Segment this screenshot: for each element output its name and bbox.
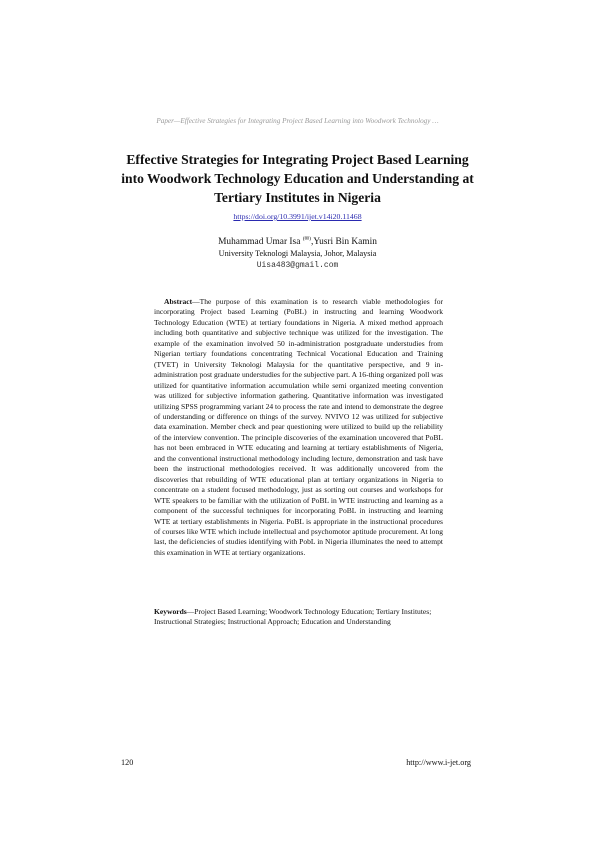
corresponding-author-icon: (✉) xyxy=(302,236,311,242)
keywords-text: —Project Based Learning; Woodwork Technology Education; Tertiary Institutes; Instructional Strategies; Instructional Approach; Education and Understanding xyxy=(154,607,432,627)
author-affiliation: University Teknologi Malaysia, Johor, Malaysia xyxy=(218,249,377,258)
keywords-label: Keywords xyxy=(154,607,187,616)
abstract-text: —The purpose of this examination is to research viable methodologies for incorporating Project based Learning (PoBL) in instructing and learning Woodwork Technology Education (WTE) at tertiary foundations in Nigeria. A mixed method approach including both quantitative and subjective technique was utilized for the investigation. The example of the examination involved 50 in-administration postgraduate understudies from Nigerian tertiary foundations concentrating Technical Vocational Education and Training (TVET) in University Teknologi Malaysia for the quantitative perspective, and 9 in-administration post graduate understudies for the subjective part. A 16-thing organized poll was utilized for quantitative information accumulation while semi organized meeting convention was utilized for subjective information gathering. Quantitative information was investigated utilizing SPSS programming variant 24 to process the rate and intend to demonstrate the degree of understanding or difference on things of the survey. NVIVO 12 was utilized for subjective data examination. Member check and pear questioning were utilized to build up the reliability of the interview convention. The principle discoveries of the examination uncovered that PoBL has not been embraced in WTE educating and learning at tertiary establishments of Nigeria, and the conventional instructional methodology including lecture, demonstration and task have been the instructional methodologies received. It was additionally uncovered from the discoveries that rebuilding of WTE educational plan at tertiary organizations in Nigeria to concentrate on a student focused methodology, just as sorting out courses and workshops for WTE speakers to be familiar with the utilization of PoBL in WTE instructing and learning as a component of the successful techniques for incorporating PoBL in instructing and learning WTE at tertiary establishments in Nigeria. PoBL is appropriate in the instructional procedures of courses like WTE which include intellectual and psychomotor aptitude procurement. At long last, the deficiencies of studies identifying with PobL in Nigeria illuminates the need to attempt this examination in WTE at tertiary organizations. xyxy=(154,297,443,557)
keywords-paragraph xyxy=(154,607,443,628)
abstract-paragraph xyxy=(154,297,443,558)
abstract-label: Abstract xyxy=(164,297,193,306)
page-number: 120 xyxy=(121,758,134,767)
running-header-label: Paper xyxy=(156,117,174,125)
running-header-title: —Effective Strategies for Integrating Project Based Learning into Woodwork Technology … xyxy=(173,117,439,125)
journal-site-link[interactable]: http://www.i-jet.org xyxy=(406,758,471,767)
author-line xyxy=(0,236,595,247)
doi-link[interactable]: https://doi.org/10.3991/ijet.v14i20.11468 xyxy=(233,212,362,221)
paper-title: Effective Strategies for Integrating Project Based Learning into Woodwork Technology Education and Understanding at Tertiary Institutes in Nigeria xyxy=(121,152,474,205)
running-header xyxy=(0,117,595,125)
author-name-secondary: ,Yusri Bin Kamin xyxy=(311,237,377,248)
author-name-primary: Muhammad Umar Isa xyxy=(218,237,301,248)
author-email[interactable]: Uisa483@gmail.com xyxy=(256,261,339,270)
